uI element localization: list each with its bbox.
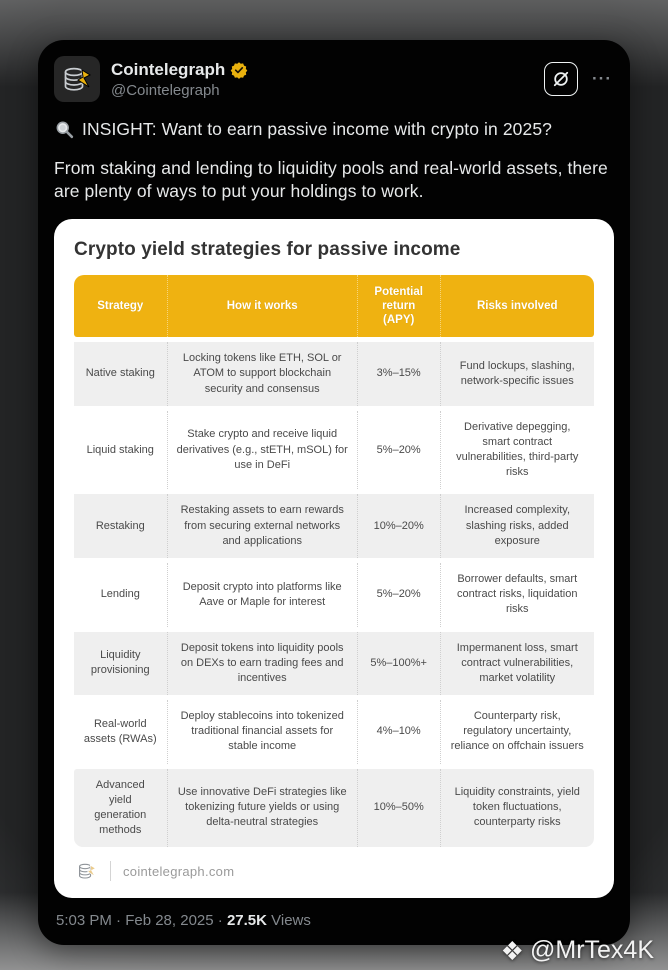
cointelegraph-logo-icon: [60, 62, 94, 96]
author-handle[interactable]: @Cointelegraph: [111, 81, 220, 99]
source-row: [74, 860, 594, 882]
cell-risks: Impermanent loss, smart contract vulnerabilities, market volatility: [440, 632, 594, 696]
cell-return: 10%–20%: [357, 494, 440, 558]
table-row: [74, 494, 594, 558]
magnifier-icon: [54, 119, 75, 140]
header-actions: [544, 62, 614, 96]
grok-button[interactable]: [544, 62, 578, 96]
cell-strategy: Lending: [100, 588, 140, 601]
cell-how: Restaking assets to earn rewards from securing external networks and applications: [167, 494, 357, 558]
cell-return: 3%–15%: [357, 342, 440, 406]
cell-risks: Increased complexity, slashing risks, added exposure: [440, 494, 594, 558]
author-name[interactable]: Cointelegraph: [111, 59, 226, 79]
cell-how: Use innovative DeFi strategies like tokenizing future yields or using delta-neutral strategies: [167, 769, 357, 848]
tweet-intro-text: INSIGHT: Want to earn passive income with crypto in 2025?: [82, 119, 552, 139]
watermark-handle: @MrTex4K: [529, 936, 654, 964]
cell-risks: Counterparty risk, regulatory uncertainty, reliance on offchain issuers: [440, 700, 594, 764]
cell-strategy: Advanced yield generation methods: [94, 778, 147, 837]
cell-strategy: Restaking: [95, 519, 145, 532]
infographic-title: Crypto yield strategies for passive income: [74, 239, 461, 261]
avatar[interactable]: [54, 56, 100, 102]
cell-strategy: Liquid staking: [86, 443, 154, 456]
col-header-potential-return: Potential return (APY): [357, 275, 440, 337]
cell-risks: Fund lockups, slashing, network-specific issues: [440, 342, 594, 406]
cell-return: 5%–100%+: [357, 632, 440, 696]
table-row: [74, 563, 594, 627]
infographic-card: [54, 219, 614, 898]
table-row: [74, 632, 594, 696]
table-row: [74, 411, 594, 490]
cell-risks: Derivative depegging, smart contract vulnerabilities, third-party risks: [440, 411, 594, 490]
cell-return: 4%–10%: [357, 700, 440, 764]
cell-return: 10%–50%: [357, 769, 440, 848]
cointelegraph-mini-logo-icon: [76, 860, 98, 882]
author-block: [111, 60, 544, 99]
cell-how: Stake crypto and receive liquid derivatives (e.g., stETH, mSOL) for use in DeFi: [167, 411, 357, 490]
cell-risks: Liquidity constraints, yield token fluctuations, counterparty risks: [440, 769, 594, 848]
col-header-strategy: Strategy: [97, 300, 144, 313]
col-header-how-it-works: How it works: [167, 275, 357, 337]
table-header-row: [74, 275, 594, 337]
binance-diamond-icon: ❖: [500, 935, 524, 966]
grok-slash-circle-icon: [551, 69, 571, 89]
verified-badge-icon: [230, 61, 248, 79]
yield-table: [74, 275, 594, 847]
tweet-meta: [54, 912, 614, 929]
cell-how: Locking tokens like ETH, SOL or ATOM to support blockchain security and consensus: [167, 342, 357, 406]
views-label: Views: [266, 912, 311, 930]
col-header-risks: Risks involved: [440, 275, 594, 337]
watermark: [501, 936, 654, 965]
vertical-divider: [110, 861, 111, 881]
cell-how: Deposit tokens into liquidity pools on DEXs to earn trading fees and incentives: [167, 632, 357, 696]
source-domain[interactable]: cointelegraph.com: [123, 863, 235, 879]
tweet-text-body: From staking and lending to liquidity pools and real-world assets, there are plenty of ways to put your holdings to work.: [54, 158, 608, 202]
tweet-text-intro: [54, 118, 614, 141]
tweet-card: [38, 40, 630, 945]
cell-return: 5%–20%: [357, 411, 440, 490]
cell-how: Deposit crypto into platforms like Aave or Maple for interest: [167, 563, 357, 627]
table-row: [74, 769, 594, 848]
tweet-header: [54, 56, 614, 102]
cell-strategy: Native staking: [85, 367, 155, 380]
table-row: [74, 700, 594, 764]
cell-return: 5%–20%: [357, 563, 440, 627]
more-button[interactable]: ···: [590, 67, 614, 91]
cell-strategy: Real-world assets (RWAs): [83, 717, 157, 745]
cell-risks: Borrower defaults, smart contract risks, liquidation risks: [440, 563, 594, 627]
cell-strategy: Liquidity provisioning: [90, 649, 150, 677]
timestamp: 5:03 PM · Feb 28, 2025 ·: [56, 912, 227, 930]
table-row: [74, 342, 594, 406]
views-count: 27.5K: [226, 912, 267, 930]
cell-how: Deploy stablecoins into tokenized traditional financial assets for stable income: [167, 700, 357, 764]
